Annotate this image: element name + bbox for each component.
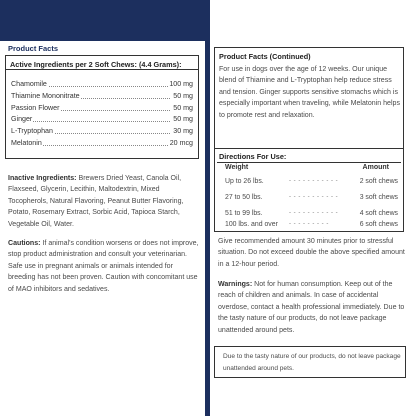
- ingredient-name: Chamomile: [11, 79, 48, 91]
- ingredient-row: [6, 79, 198, 91]
- inactive-ingredients-text: Brewers Dried Yeast, Canola Oil, Flaxseed, Glycerin, Lecithin, Maltodextrin, Mixed Tocopherols, Natural Flavoring, Peanut Butter Flavoring, Potato, Rosemary Extract, Sorbic Acid, Tapioca Starch, Vegetable Oil, Water.: [8, 175, 184, 228]
- ingredient-row: [6, 114, 198, 126]
- directions-title: Directions For Use:: [219, 152, 287, 161]
- inactive-ingredients: [8, 173, 200, 230]
- ingredient-name: Melatonin: [11, 138, 43, 150]
- amount-value: 2 soft chews: [359, 178, 398, 185]
- product-facts-continued-title: Product Facts (Continued): [219, 52, 311, 61]
- product-facts-continued-box: [214, 47, 404, 161]
- directions-row: 27 to 50 lbs. - - - - - - - - - - - 3 soft chews: [225, 194, 398, 201]
- directions-row: 100 lbs. and over - - - - - - - - - 6 soft chews: [225, 221, 398, 228]
- ingredient-name: Passion Flower: [11, 103, 61, 115]
- directions-row: 51 to 99 lbs. - - - - - - - - - - - 4 soft chews: [225, 210, 398, 217]
- active-ingredients-box: [5, 55, 199, 159]
- directions-divider: [217, 162, 401, 163]
- ingredient-row: [6, 126, 198, 138]
- weight-column-header: Weight: [225, 164, 249, 171]
- ingredient-amount: 100 mg: [168, 79, 193, 91]
- left-header-band: [0, 0, 205, 41]
- amount-value: 3 soft chews: [359, 194, 398, 201]
- amount-value: 4 soft chews: [359, 210, 398, 217]
- product-facts-continued-text: For use in dogs over the age of 12 weeks. Our unique blend of Thiamine and L-Tryptophan help reduce stress and tension. Ginger supports sensitive stomachs which is especially important when traveling, while Melatonin helps to promote rest and relaxation.: [219, 66, 400, 119]
- product-facts-title: Product Facts: [8, 44, 59, 53]
- cautions-label: Cautions:: [8, 240, 41, 247]
- ingredient-row: [6, 91, 198, 103]
- weight-value: 27 to 50 lbs.: [225, 194, 263, 201]
- ingredient-amount: 50 mg: [172, 114, 193, 126]
- ingredient-name: Thiamine Mononitrate: [11, 91, 81, 103]
- warnings-label: Warnings:: [218, 281, 253, 288]
- weight-value: 51 to 99 lbs.: [225, 210, 263, 217]
- ingredient-amount: 50 mg: [172, 91, 193, 103]
- inactive-ingredients-label: Inactive Ingredients:: [8, 175, 77, 182]
- ingredient-name: Ginger: [11, 114, 33, 126]
- ingredient-row: [6, 103, 198, 115]
- amount-value: 6 soft chews: [359, 221, 398, 228]
- bottom-note-box: [214, 346, 406, 378]
- left-panel: [0, 0, 205, 416]
- cautions-section: [8, 238, 200, 295]
- warnings-text: Not for human consumption. Keep out of the reach of children and animals. In case of accidental overdose, contact a health professional immediately. Due to the tasty nature of our products, do not leave package unattended around pets.: [218, 281, 405, 334]
- amount-column-header: Amount: [362, 164, 389, 171]
- warnings-section: [218, 279, 408, 336]
- directions-row: Up to 26 lbs. - - - - - - - - - - - 2 soft chews: [225, 178, 398, 185]
- active-ingredients-header: Active Ingredients per 2 Soft Chews: (4.4 Grams):: [6, 56, 198, 70]
- cautions-text: If animal's condition worsens or does not improve, stop product administration and consult your veterinarian. Safe use in pregnant animals or animals intended for breeding has not been proven. Caution with concomitant use of MAO inhibitors and sedatives.: [8, 240, 199, 293]
- weight-value: Up to 26 lbs.: [225, 178, 264, 185]
- bottom-note-text: Due to the tasty nature of our products, do not leave package unattended around pets.: [223, 353, 401, 372]
- weight-value: 100 lbs. and over: [225, 221, 278, 228]
- ingredient-amount: 30 mg: [172, 126, 193, 138]
- ingredient-list: [6, 79, 198, 150]
- ingredient-amount: 20 mcg: [169, 138, 193, 150]
- ingredient-row: [6, 138, 198, 150]
- directions-box: [214, 148, 404, 232]
- ingredient-amount: 50 mg: [172, 103, 193, 115]
- ingredient-name: L-Tryptophan: [11, 126, 54, 138]
- dosage-note: Give recommended amount 30 minutes prior to stressful situation. Do not exceed double the above specified amount in a 12-hour period.: [218, 238, 405, 268]
